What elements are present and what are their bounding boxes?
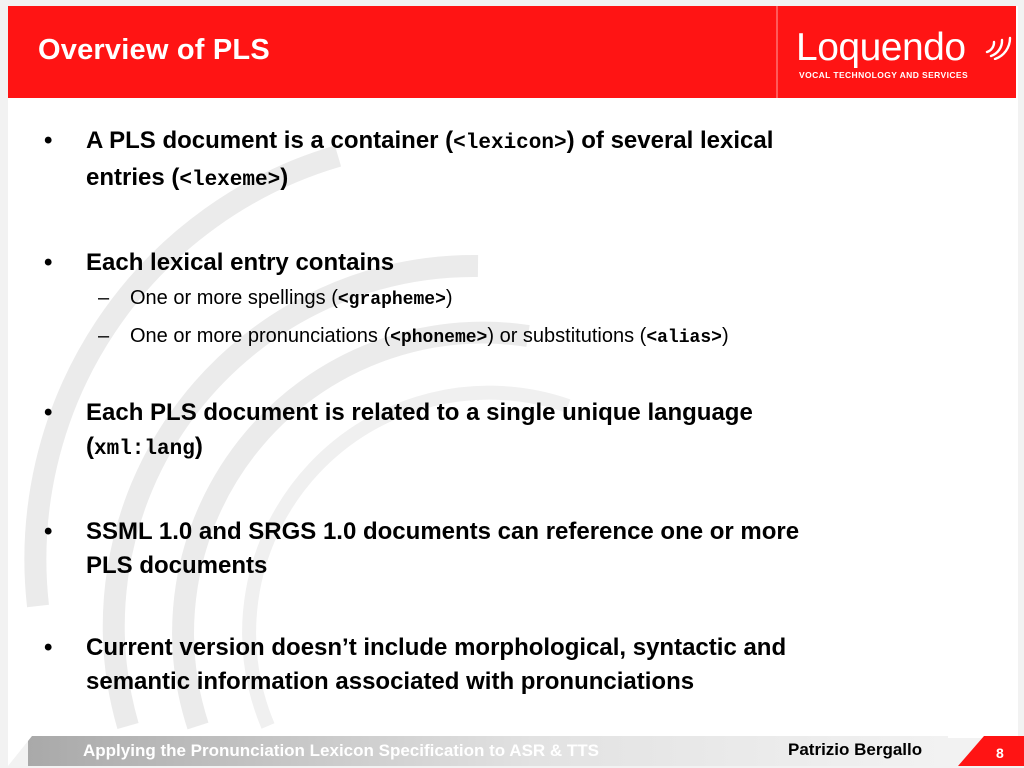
bullet-text: A PLS document is a container ( [86,127,454,154]
dash-glyph: – [98,287,110,309]
header-divider [776,6,778,98]
sub-bullet-item [44,280,964,318]
bullet-text: ) of several lexical [566,127,774,154]
page-number-tab [958,736,1024,766]
bullet-item [44,631,964,699]
bullet-item [44,515,964,583]
xml-tag: <lexeme> [179,169,281,192]
bullet-line: SSML 1.0 and SRGS 1.0 documents can reference one or more [86,518,800,545]
bullet-item [44,124,964,198]
footer-edge [8,736,32,766]
bullet-line [86,161,964,198]
xml-tag: <lexicon> [453,132,567,155]
bullet-glyph: • [44,634,53,661]
logo-tagline: VOCAL TECHNOLOGY AND SERVICES [799,70,969,80]
sub-bullet-text: ) [721,325,729,347]
bullet-list [44,124,964,699]
sound-waves-icon [984,30,1014,60]
bullet-text: ( [86,433,94,460]
bullet-line [86,124,964,161]
loquendo-logo [796,16,1006,86]
slide-title: Overview of PLS [38,34,270,66]
xml-tag: <phoneme> [390,328,488,348]
sub-bullet-text: One or more pronunciations ( [130,325,391,347]
author-name: Patrizio Bergallo [788,740,923,759]
bullet-item [44,396,964,467]
bullet-item [44,246,964,280]
sub-bullet-item [44,318,964,356]
bullet-line: Each PLS document is related to a single unique language [86,399,753,426]
xml-tag: <grapheme> [337,290,446,310]
bullet-line: Current version doesn’t include morphological, syntactic and [86,634,787,661]
dash-glyph: – [98,325,110,347]
bullet-line [86,430,964,467]
slide-header [8,6,1016,98]
page-number: 8 [996,745,1004,761]
xml-tag: <alias> [646,328,722,348]
bullet-text: ) [280,164,289,191]
bullet-glyph: • [44,249,53,276]
slide-footer [8,736,1016,766]
bullet-glyph: • [44,518,53,545]
bullet-text: ) [194,433,203,460]
bullet-glyph: • [44,127,53,154]
bullet-text: entries ( [86,164,180,191]
sub-bullet-text: ) [445,287,453,309]
sub-bullet-text: One or more spellings ( [130,287,338,309]
logo-wordmark: Loquendo [796,26,966,69]
bullet-line: PLS documents [86,552,268,579]
xml-attribute: xml:lang [94,438,195,461]
bullet-text: Each lexical entry contains [86,249,395,276]
bullet-glyph: • [44,399,53,426]
sub-bullet-text: ) or substitutions ( [487,325,647,347]
presentation-title: Applying the Pronunciation Lexicon Specification to ASR & TTS [83,741,600,760]
bullet-line: semantic information associated with pronunciations [86,668,695,695]
